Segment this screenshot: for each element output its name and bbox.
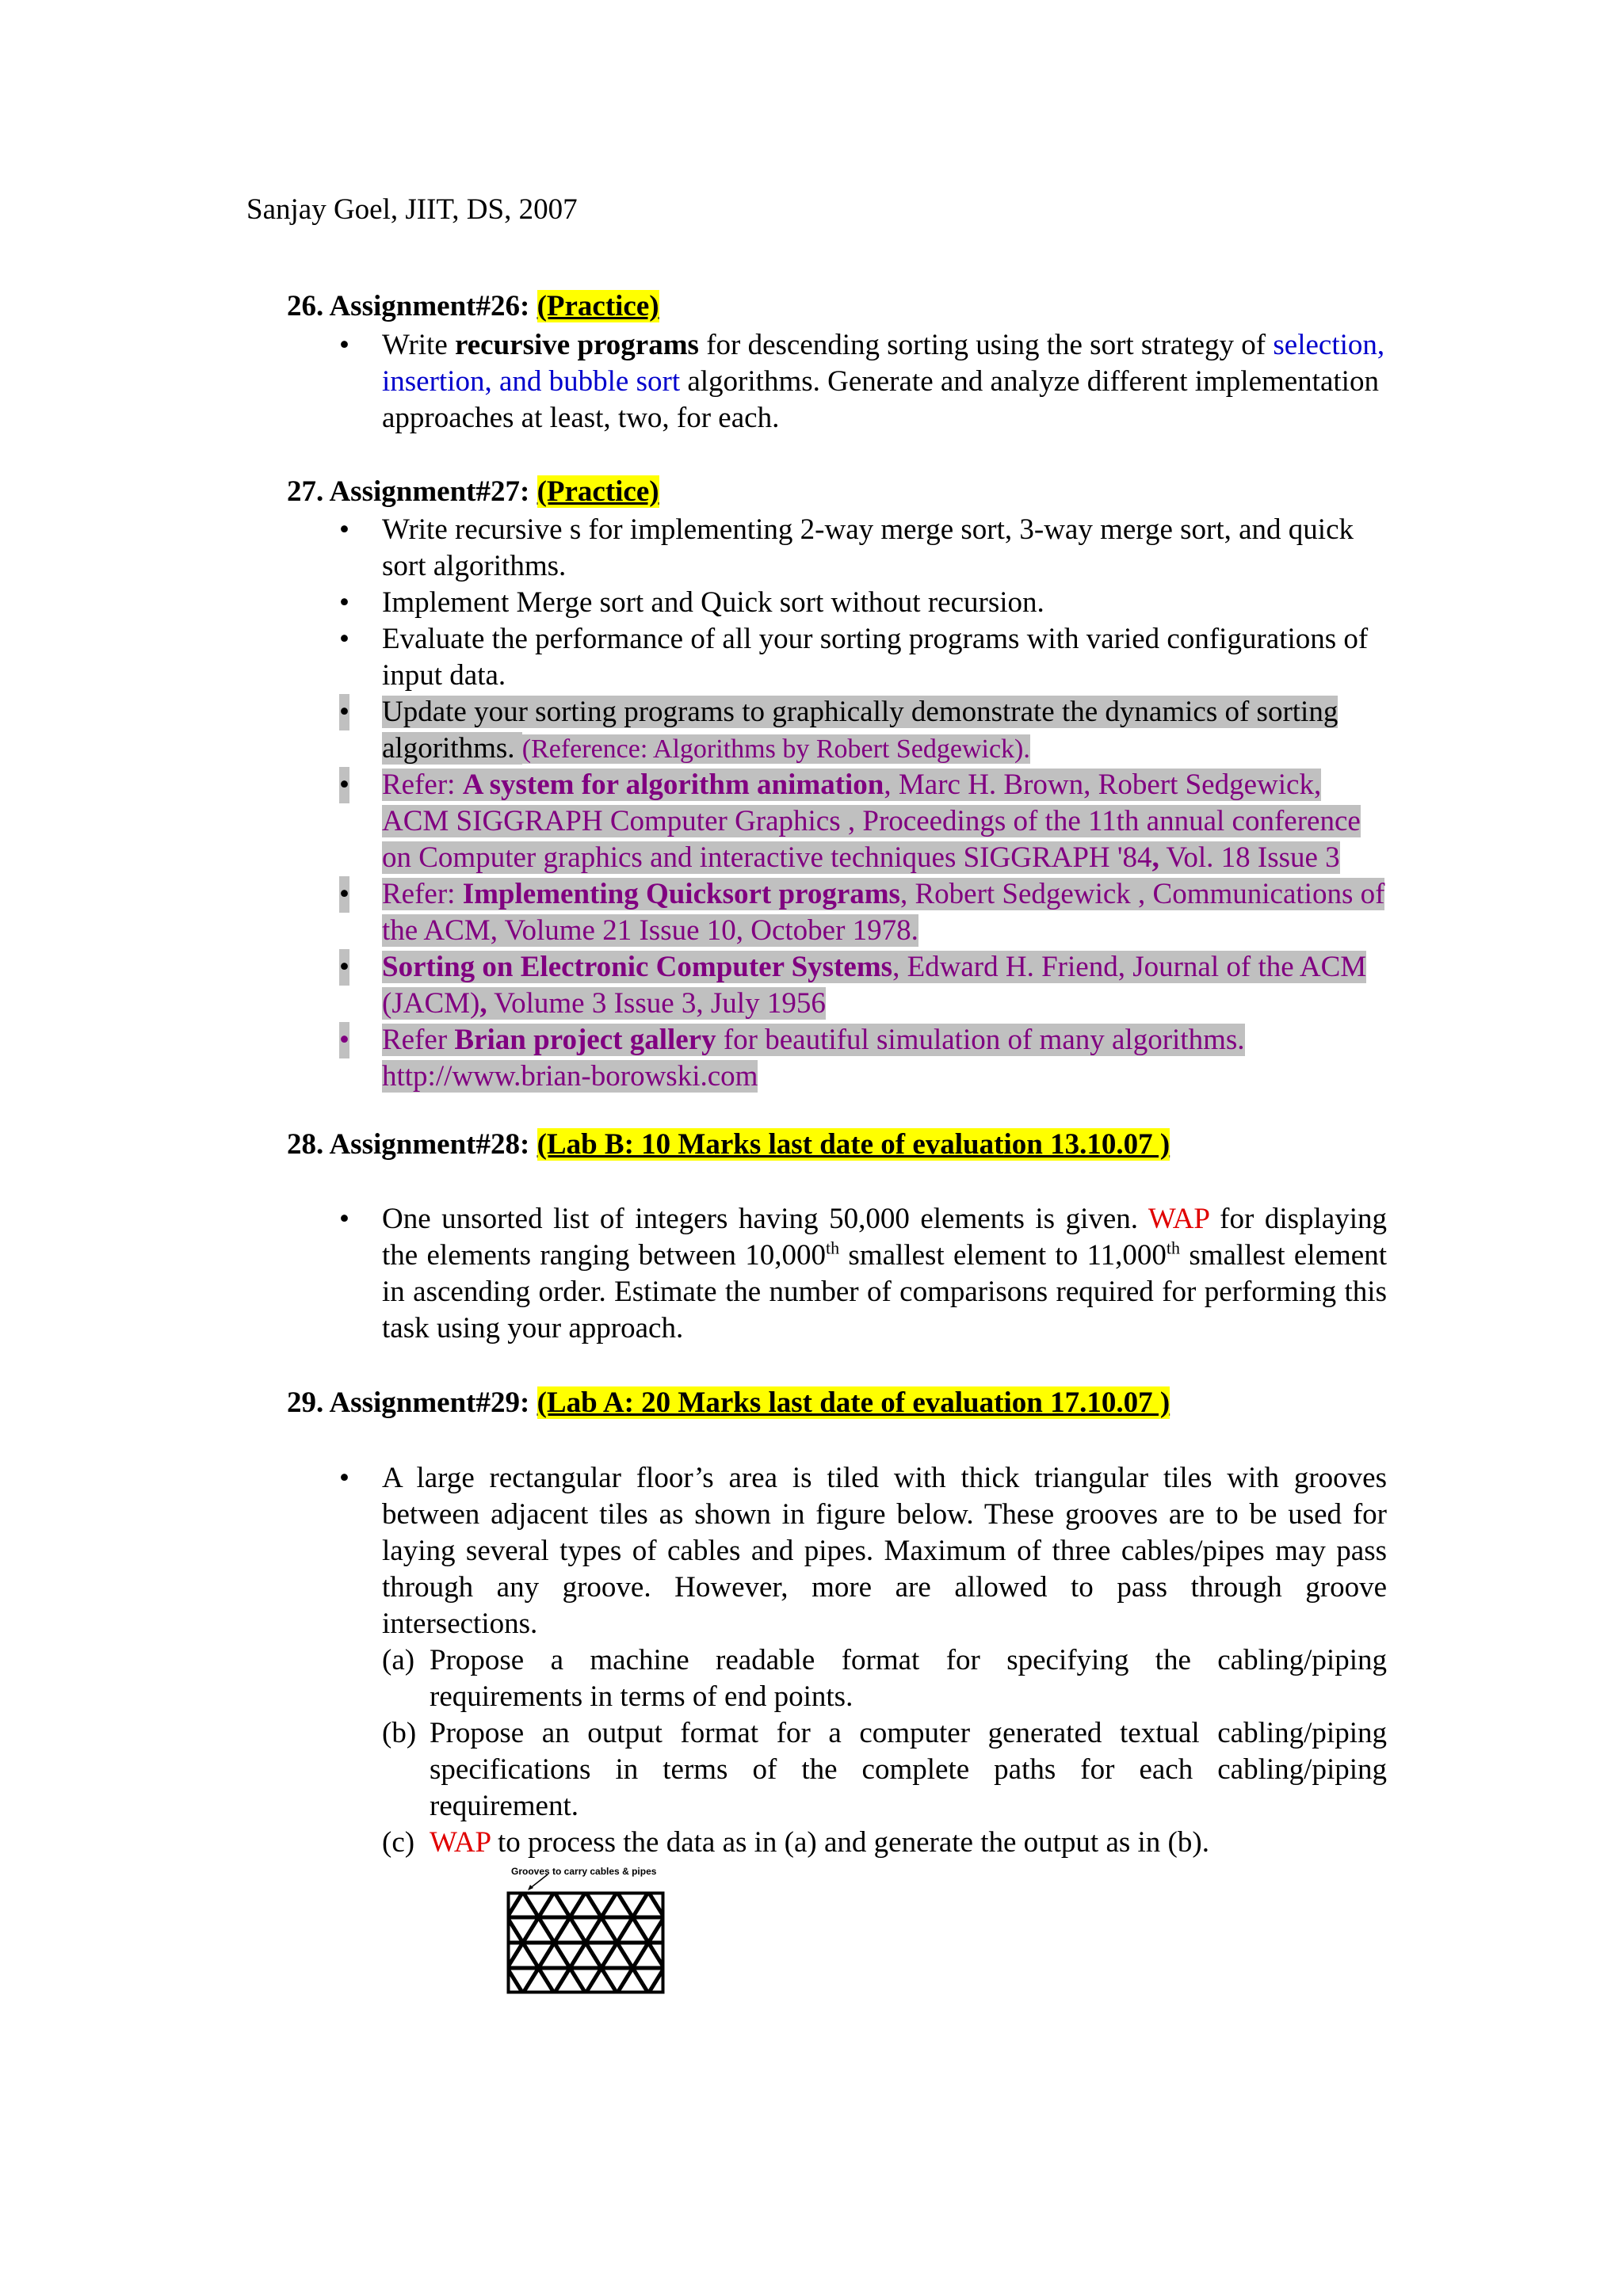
sub-task-label: (a) (382, 1644, 415, 1676)
figure-caption: Grooves to carry cables & pipes (511, 1866, 657, 1877)
caption-arrow (529, 1875, 548, 1889)
text-run: for descending sorting using the sort strategy of (698, 329, 1274, 361)
text-run: Write recursive s for implementing 2-way merge sort, 3-way merge sort, and quick sort algorithms. (382, 513, 1354, 582)
text-run: Write (382, 329, 455, 361)
wap-text: WAP (1148, 1203, 1209, 1235)
assignment-26-heading (287, 288, 659, 325)
list-item (333, 1201, 1387, 1347)
bullet-icon: • (339, 329, 349, 361)
list-item (333, 621, 1387, 694)
groove-line (664, 1943, 667, 1968)
assignment-29-tag: (Lab A: 20 Marks last date of evaluation 17.10.07 ) (537, 1386, 1170, 1419)
bullet-icon: • (339, 767, 349, 803)
assignment-27-title: 27. Assignment#27: (287, 475, 537, 508)
text-run: algorithms. Generate and analyze different implementation approaches at least, two, for each. (382, 365, 1379, 434)
sub-task-label: (c) (382, 1826, 415, 1859)
assignment-26-tag: (Practice) (537, 290, 659, 322)
assignment-29-description: A large rectangular floor’s area is tiled with thick triangular tiles with grooves between adjacent tiles as shown in figure below. These grooves are to be used for laying several types of cables and pipes. Maximum of three cables/pipes may pass through any groove. However, more are allowed to pass through groove intersections. (382, 1462, 1387, 1640)
text-run: to process the data as in (a) and generate the output as in (b). (490, 1826, 1209, 1859)
assignment-29-title: 29. Assignment#29: (287, 1386, 537, 1419)
groove-line (504, 1968, 507, 1993)
text-run: Propose a machine readable format for specifying the cabling/piping requirements in terms of end points. (430, 1644, 1387, 1713)
groove-line (664, 1892, 667, 1917)
groove-line (504, 1892, 507, 1917)
list-item (333, 327, 1387, 437)
bullet-icon: • (339, 949, 349, 986)
text-run: Vol. 18 Issue 3 (1159, 841, 1340, 874)
text-run: Evaluate the performance of all your sorting programs with varied configurations of input data. (382, 623, 1369, 692)
text-run: , (1151, 841, 1159, 874)
text-run: smallest element to 11,000 (839, 1239, 1167, 1272)
assignment-28-heading (287, 1127, 1170, 1163)
groove-line (504, 1943, 507, 1968)
text-run: , Robert Sedgewick , Communications of the ACM, Volume 21 Issue 10, October 1978. (382, 878, 1385, 947)
assignment-28-tag: (Lab B: 10 Marks last date of evaluation 13.10.07 ) (537, 1128, 1170, 1161)
list-item (333, 1460, 1387, 1861)
bullet-icon: • (339, 586, 349, 619)
sub-task-c (382, 1825, 1387, 1861)
text-run: for displaying the elements ranging between 10,000 (382, 1203, 1387, 1272)
superscript: th (1166, 1238, 1181, 1258)
text-run: smallest element in ascending order. Estimate the number of comparisons required for performing this task using your approach. (382, 1239, 1388, 1344)
bullet-icon: • (339, 1203, 349, 1235)
sub-task-list (382, 1642, 1387, 1861)
text-run: Propose an output format for a computer generated textual cabling/piping specifications in terms of the complete paths for each cabling/piping requirement. (430, 1717, 1387, 1822)
text-run: for beautiful simulation of many algorithms. (716, 1024, 1245, 1056)
assignment-27-list (333, 512, 1387, 1095)
text-run: Update your sorting programs to graphically demonstrate the dynamics of sorting algorithms. (382, 696, 1338, 765)
bullet-icon: • (339, 623, 349, 655)
text-run: , (479, 987, 487, 1020)
bullet-icon: • (339, 1022, 349, 1058)
list-item (333, 694, 1387, 767)
text-run: , Edward H. Friend, Journal of the ACM (JACM) (382, 951, 1367, 1020)
tile-grid (504, 1892, 667, 1993)
assignment-26-list (333, 327, 1387, 437)
list-item (333, 949, 1387, 1022)
list-item (333, 876, 1387, 949)
bullet-icon: • (339, 513, 349, 546)
assignment-28-list (333, 1201, 1387, 1347)
text-run: Refer: (382, 878, 463, 910)
superscript: th (826, 1238, 840, 1258)
assignment-29-list (333, 1460, 1387, 1861)
text-run: Refer (382, 1024, 455, 1056)
groove-line (664, 1968, 667, 1993)
assignment-26-title: 26. Assignment#26: (287, 290, 537, 322)
assignment-29-heading (287, 1385, 1170, 1421)
text-run: Implement Merge sort and Quick sort without recursion. (382, 586, 1044, 619)
assignment-27-tag: (Practice) (537, 475, 659, 508)
sub-task-label: (b) (382, 1717, 417, 1749)
list-item (333, 512, 1387, 585)
reference-title: Implementing Quicksort programs (462, 878, 900, 910)
text-run: recursive programs (455, 329, 699, 361)
wap-text: WAP (430, 1826, 491, 1859)
triangular-tile-figure (504, 1868, 667, 1997)
text-run: Volume 3 Issue 3, July 1956 (487, 987, 826, 1020)
text-run: Refer: (382, 769, 463, 801)
list-item (333, 767, 1387, 876)
groove-line (664, 1917, 667, 1943)
bullet-icon: • (339, 1462, 349, 1494)
brian-borowski-link[interactable]: http://www.brian-borowski.com (382, 1060, 758, 1093)
reference-text: (Reference: Algorithms by Robert Sedgewick). (521, 734, 1030, 764)
reference-title: Sorting on Electronic Computer Systems (382, 951, 893, 983)
text-run: One unsorted list of integers having 50,000 elements is given. (382, 1203, 1148, 1235)
sub-task-b (382, 1715, 1387, 1825)
text-run: selection, insertion, and bubble sort (382, 329, 1385, 398)
list-item (333, 585, 1387, 621)
assignment-27-heading (287, 474, 659, 510)
assignment-28-title: 28. Assignment#28: (287, 1128, 537, 1161)
sub-task-a (382, 1642, 1387, 1715)
groove-line (504, 1917, 507, 1943)
reference-title: A system for algorithm animation (462, 769, 884, 801)
reference-title: Brian project gallery (454, 1024, 716, 1056)
list-item (333, 1022, 1387, 1095)
text-run: , Marc H. Brown, Robert Sedgewick, ACM SIGGRAPH Computer Graphics , Proceedings of the 11th annual conference on Computer graphics and interactive techniques SIGGRAPH '84 (382, 769, 1361, 874)
bullet-icon: • (339, 876, 349, 913)
page-header: Sanjay Goel, JIIT, DS, 2007 (246, 193, 578, 226)
bullet-icon: • (339, 694, 349, 730)
